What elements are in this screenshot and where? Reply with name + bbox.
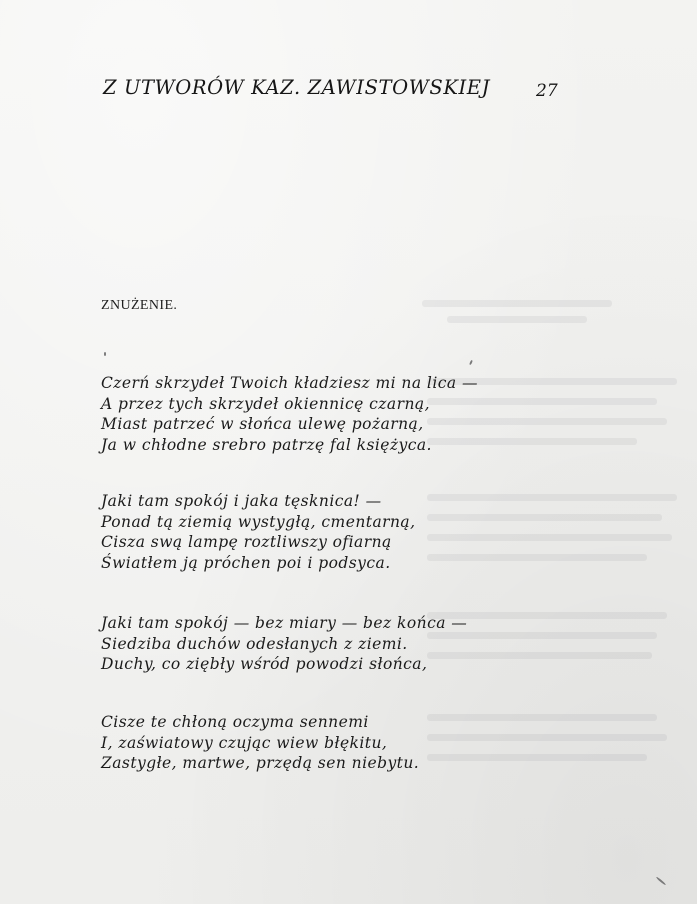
verse-line: Jaki tam spokój i jaka tęsknica! — — [101, 492, 382, 510]
paper-speck — [104, 352, 106, 356]
verse-line: Zastygłe, martwe, przędą sen niebytu. — [101, 754, 420, 772]
verse-line: Miast patrzeć w słońca ulewę pożarną, — [101, 415, 424, 433]
running-head: Z UTWORÓW KAZ. ZAWISTOWSKIEJ — [103, 76, 491, 99]
poem-title: ZNUŻENIE. — [101, 298, 178, 313]
verse-line: Czerń skrzydeł Twoich kładziesz mi na lica — — [101, 374, 478, 392]
paper-speck — [469, 360, 473, 365]
stanza-4 — [101, 712, 419, 774]
verse-line: Cisze te chłoną oczyma sennemi — [101, 713, 369, 731]
verse-line: Duchy, co ziębły wśród powodzi słońca, — [101, 655, 428, 673]
verse-line: Ja w chłodne srebro patrzę fal księżyca. — [101, 435, 432, 454]
verse-line: Ponad tą ziemią wystygłą, cmentarną, — [101, 512, 416, 531]
verse-line: A przez tych skrzydeł okiennicę czarną, — [101, 394, 430, 413]
verse-line: I, zaświatowy czując wiew błękitu, — [101, 733, 388, 752]
verse-line: Siedziba duchów odesłanych z ziemi. — [101, 634, 408, 653]
stanza-3 — [101, 613, 467, 675]
paper-speck — [656, 876, 666, 885]
verse-line: Cisza swą lampę roztliwszy ofiarną — [101, 533, 392, 551]
stanza-1 — [101, 373, 478, 455]
page-number: 27 — [536, 81, 558, 101]
stanza-2 — [101, 491, 416, 573]
verse-line: Światłem ją próchen poi i podsyca. — [101, 553, 391, 572]
verse-line: Jaki tam spokój — bez miary — bez końca — — [101, 614, 468, 632]
